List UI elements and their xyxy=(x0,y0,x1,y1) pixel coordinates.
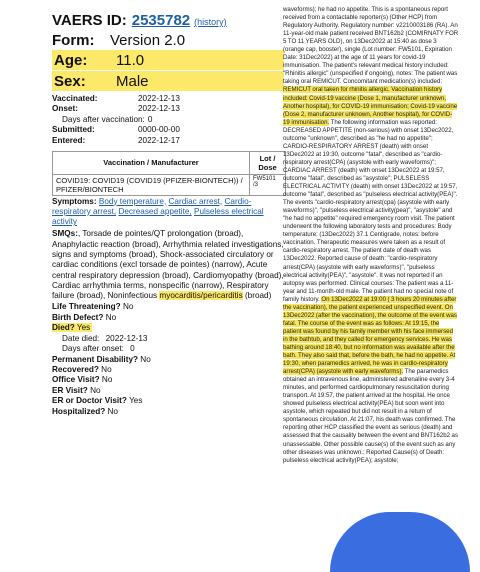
er-or-doctor-visit-row: ER or Doctor Visit? Yes xyxy=(52,396,143,406)
history-link[interactable]: (history) xyxy=(194,17,227,27)
age-label: Age: xyxy=(54,51,88,69)
recovered-row: Recovered? No xyxy=(52,364,112,374)
lot-dose: FW5101 /3 xyxy=(250,174,286,195)
symptom-link[interactable]: Pulseless electrical activity xyxy=(52,206,264,227)
office-visit-row: Office Visit? No xyxy=(52,375,113,385)
vaers-id-label: VAERS ID: xyxy=(52,12,127,29)
symptom-link[interactable]: Body temperature, xyxy=(98,196,167,206)
days-after-onset-row: Days after onset: 0 xyxy=(62,344,135,354)
age-row xyxy=(52,50,284,70)
days-after-vaccination-row: Days after vaccination: 0 xyxy=(62,114,153,124)
symptoms: Symptoms: Body temperature, Cardiac arrest, Cardio-respiratory arrest, Decreased appetite, Pulseless electrical activity xyxy=(52,196,264,227)
narrative-highlight: REMICUT oral taken for rhinitis allergic. Vaccination history included: Covid-19 vaccine (Dose 1, manufacturer unknown, Another hospital), for COVID-19 immunisation; Covid-19 vaccine (Dose 2, manufacturer unknown, Another hospital), for COVID-19 immunisation. xyxy=(283,86,458,126)
report-summary xyxy=(52,12,284,417)
form-label: Form: xyxy=(52,32,95,49)
date-died-row: Date died: 2022-12-13 xyxy=(62,333,148,343)
permanent-disability-row: Permanent Disability? No xyxy=(52,354,151,364)
onset-row: Onset: 2022-12-13 xyxy=(52,104,180,114)
sex-value: Male xyxy=(116,72,149,90)
outcome-fields xyxy=(52,302,284,416)
form-value: Version 2.0 xyxy=(110,32,186,49)
sex-row xyxy=(52,71,284,91)
dates-block xyxy=(52,93,284,146)
smq-highlight: myocarditis/pericarditis xyxy=(159,291,243,301)
er-visit-row: ER Visit? No xyxy=(52,385,101,395)
vaccine-name: COVID19: COVID19 (COVID19 (PFIZER-BIONTECH)) / PFIZER/BIONTECH xyxy=(53,174,250,195)
symptom-link[interactable]: Cardiac arrest, xyxy=(168,196,223,206)
hospitalized-row: Hospitalized? No xyxy=(52,406,118,416)
vaccinated-row: Vaccinated: 2022-12-13 xyxy=(52,93,180,103)
vaccine-header: Vaccination / Manufacturer xyxy=(53,151,250,174)
submitted-row: Submitted: 0000-00-00 xyxy=(52,125,180,135)
entered-row: Entered: 2022-12-17 xyxy=(52,135,180,145)
narrative-text: waveforms); he had no appetite. This is a spontaneous report received from a contactable reporter(s) (Other HCP) from Regulatory Authority. Regulatory number: v2210003186 (RA). An 11-year-old male patient received BNT162b2 (COMIRNATY FOR 5 TO 11 YEARS OLD), on 13Dec2022 at 15:40 as dose 3 (orange cap, booster), single (Lot number: FW5101, Expiration Date: 31Dec2022) at the age of 11 years for covid-19 immunisation. The patient's relevant medical history included: "Rhinitis allergic" (unspecified if ongoing), notes: The patient was taking oral REMICUT. Concomitant medication(s) included: REMICUT oral taken for rhinitis allergic. Vaccination history included: Covid-19 vaccine (Dose 1, manufacturer unknown, Another hospital), for COVID-19 immunisation; Covid-19 vaccine (Dose 2, manufacturer unknown, Another hospital), for COVID-19 immunisation. The following information was reported: DECREASED APPETITE (non-serious) with onset 13Dec2022, outcome "unknown", described as "he had no appetite"; CARDIO-RESPIRATORY ARREST (death) with onset 13Dec2022 at 19:30, outcome "fatal", described as "cardio-respiratory arrest(CPA) (asystole with early waveforms)"; CARDIAC ARREST (death) with onset 13Dec2022 at 19:57, outcome "fatal", described as "asystole"; PULSELESS ELECTRICAL ACTIVITY (death) with onset 13Dec2022 at 19:57, outcome "fatal", described as "pulseless electrical activity(PEA)". The events "cardio-respiratory arrest(cpa) (asystole with early waveforms)", "pulseless electrical activity(pea)", "asystole" and "he had no appetite" required emergency room visit. The patient underwent the following laboratory tests and procedures: Body temperature: (13Dec2022) 37.1 Centigrade, notes: before vaccination. Therapeutic measures were taken as a result of cardio-respiratory arrest. The patient date of death was 13Dec2022. Reported cause of death: "cardio-respiratory arrest(CPA) (asystole with early waveforms)", "pulseless electrical activity(PEA)", "asystole". It was not reported if an autopsy was performed. Clinical courses: The patient was a 11-year and 11-month-old male. The patient had no special note of family history. On 13Dec2022 at 19:00 ( 3 hours 20 minutes after the vaccination), the patient experienced unspecified event. On 13Dec2022 (after the vaccination), the outcome of the event was fatal. The course of the event was as follows: At 19:15, the patient was found by his family member with his face immersed in the bathtub, and they called for emergency services. He was bathing around 18:40, but no information was available after the bath. They also said that, before the bath, he had no appetite. At 19:30, when paramedics arrived, he was in cardio-respiratory arrest(CPA) (asystole with early waveforms). The paramedics obtained an intravenous line, administered adrenaline every 3-4 minutes, and performed cardiopulmonary resuscitation during transport. At 19:57, the patient arrived at the hospital. He once showed pulseless electrical activity(PEA) but soon went into asystole, which repeated but did not result in a return of spontaneous circulation. At 21:07, his death was confirmed. The reporting other HCP classified the event as serious (death) and assessed that the causality between the event and BNT162b2 as unassessable. Other possible cause(s) of the event such as any other diseases was unknown.; Reported Cause(s) of Death: pulseless electrical activity(PEA); asystole; xyxy=(283,6,459,464)
vaers-header xyxy=(52,12,284,29)
vaccine-table xyxy=(52,151,286,196)
narrative-highlight: On 13Dec2022 at 19:00 ( 3 hours 20 minutes after the vaccination), the patient experienced unspecified event. On 13Dec2022 (after the vaccination), the outcome of the event was fatal. The course of the event was as follows: At 19:15, the patient was found by his family member with his face immersed in the bathtub, and they called for emergency services. He was bathing around 18:40, but no information was available after the bath. They also said that, before the bath, he had no appetite. At 19:30, when paramedics arrived, he was in cardio-respiratory arrest(CPA) (asystole with early waveforms). xyxy=(283,295,457,376)
sex-label: Sex: xyxy=(54,72,86,90)
birth-defect-row: Birth Defect? No xyxy=(52,312,117,322)
smqs: SMQs:, Torsade de pointes/QT prolongation (broad), Anaphylactic reaction (broad), Arrhythmia related investigations, signs and symptoms (broad), Shock-associated circulatory or cardiac conditions (excl torsade de pointes) (narrow), Acute central respiratory depression (broad), Cardiomyopathy (broad), Cardiac arrhythmia terms, nonspecific (narrow), Respiratory failure (broad), Noninfectious myocarditis/pericarditis (broad) xyxy=(52,229,284,301)
age-value: 11.0 xyxy=(116,51,145,69)
died-row: Died? Yes xyxy=(52,323,91,333)
table-row xyxy=(53,174,286,195)
form-row xyxy=(52,31,284,50)
lot-header: Lot / Dose xyxy=(250,151,286,174)
vaers-id-link[interactable]: 2535782 xyxy=(131,12,191,29)
life-threatening-row: Life Threatening? No xyxy=(52,302,134,312)
symptom-link[interactable]: Cardio-respiratory arrest, xyxy=(52,196,252,216)
symptom-link[interactable]: Decreased appetite, xyxy=(118,206,192,216)
